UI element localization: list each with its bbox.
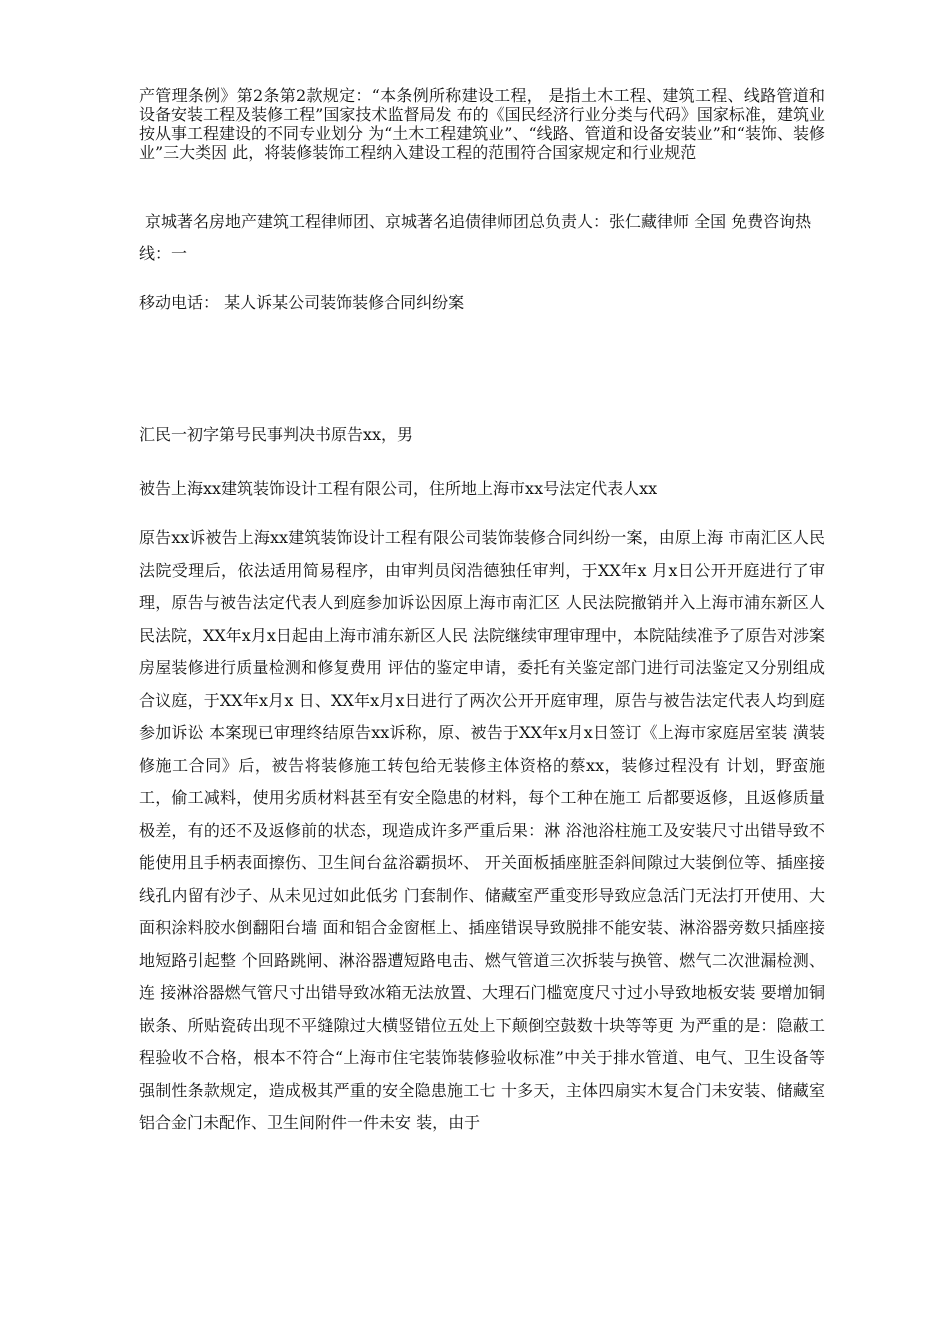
case-body-paragraph: 原告xx诉被告上海xx建筑装饰设计工程有限公司装饰装修合同纠纷一案，由原上海 市南汇区人民法院受理后，依法适用简易程序，由审判员闵浩德独任审判，于XX年x 月x日公开开庭进行了审理，原告与被告法定代表人到庭参加诉讼因原上海市南汇区 人民法院撤销并入上海市浦东新区人民法院，XX年x月x日起由上海市浦东新区人民 法院继续审理审理中，本院陆续准予了原告对涉案房屋装修进行质量检测和修复费用 评估的鉴定申请，委托有关鉴定部门进行司法鉴定又分别组成合议庭，于XX年x月x 日、XX年x月x日进行了两次公开开庭审理，原告与被告法定代表人均到庭参加诉讼 本案现已审理终结原告xx诉称，原、被告于XX年x月x日签订《上海市家庭居室装 潢装修施工合同》后，被告将装修施工转包给无装修主体资格的蔡xx，装修过程没有 计划，野蛮施工，偷工减料，使用劣质材料甚至有安全隐患的材料，每个工种在施工 后都要返修，且返修质量极差，有的还不及返修前的状态，现造成许多严重后果：淋 浴池浴柱施工及安装尺寸出错导致不能使用且手柄表面擦伤、卫生间台盆浴霸损坏、 开关面板插座脏歪斜间隙过大装倒位等、插座接线孔内留有沙子、从未见过如此低劣 门套制作、储藏室严重变形导致应急活门无法打开使用、大面积涂料胶水倒翻阳台墙 面和铝合金窗框上、插座错误导致脱排不能安装、淋浴器旁数只插座接地短路引起整 个回路跳闸、淋浴器遭短路电击、燃气管道三次拆装与换管、燃气二次泄漏检测、连 接淋浴器燃气管尺寸出错导致冰箱无法放置、大理石门槛宽度尺寸过小导致地板安装 要增加铜嵌条、所贴瓷砖出现不平缝隙过大横竖错位五处上下颠倒空鼓数十块等等更 为严重的是：隐蔽工程验收不合格，根本不符合“上海市住宅装饰装修验收标准”中关于排水管道、电气、卫生设备等强制性条款规定，造成极其严重的安全隐患施工七 十多天，主体四扇实木复合门未安装、储藏室铝合金门未配作、卫生间附件一件未安 装，由于: [139, 528, 825, 1132]
mobile-and-case-title: 移动电话： 某人诉某公司装饰装修合同纠纷案: [139, 293, 465, 312]
document-page: [139, 86, 825, 1132]
defendant-paragraph: 被告上海xx建筑装饰设计工程有限公司，住所地上海市xx号法定代表人xx: [139, 479, 658, 498]
case-number-paragraph: 汇民一初字第号民事判决书原告xx，男: [139, 425, 414, 444]
lawyer-contact-paragraph: 京城著名房地产建筑工程律师团、京城著名追债律师团总负责人：张仁藏律师 全国 免费咨询热线：一: [139, 212, 812, 263]
intro-paragraph: 产管理条例》第2条第2款规定：“本条例所称建设工程， 是指土木工程、建筑工程、线路管道和设备安装工程及装修工程”国家技术监督局发 布的《国民经济行业分类与代码》国家标准，建筑业按从事工程建设的不同专业划分 为“土木工程建筑业”、“线路、管道和设备安装业”和“装饰、装修业”三大类因 此，将装修装饰工程纳入建设工程的范围符合国家规定和行业规范: [139, 86, 825, 162]
